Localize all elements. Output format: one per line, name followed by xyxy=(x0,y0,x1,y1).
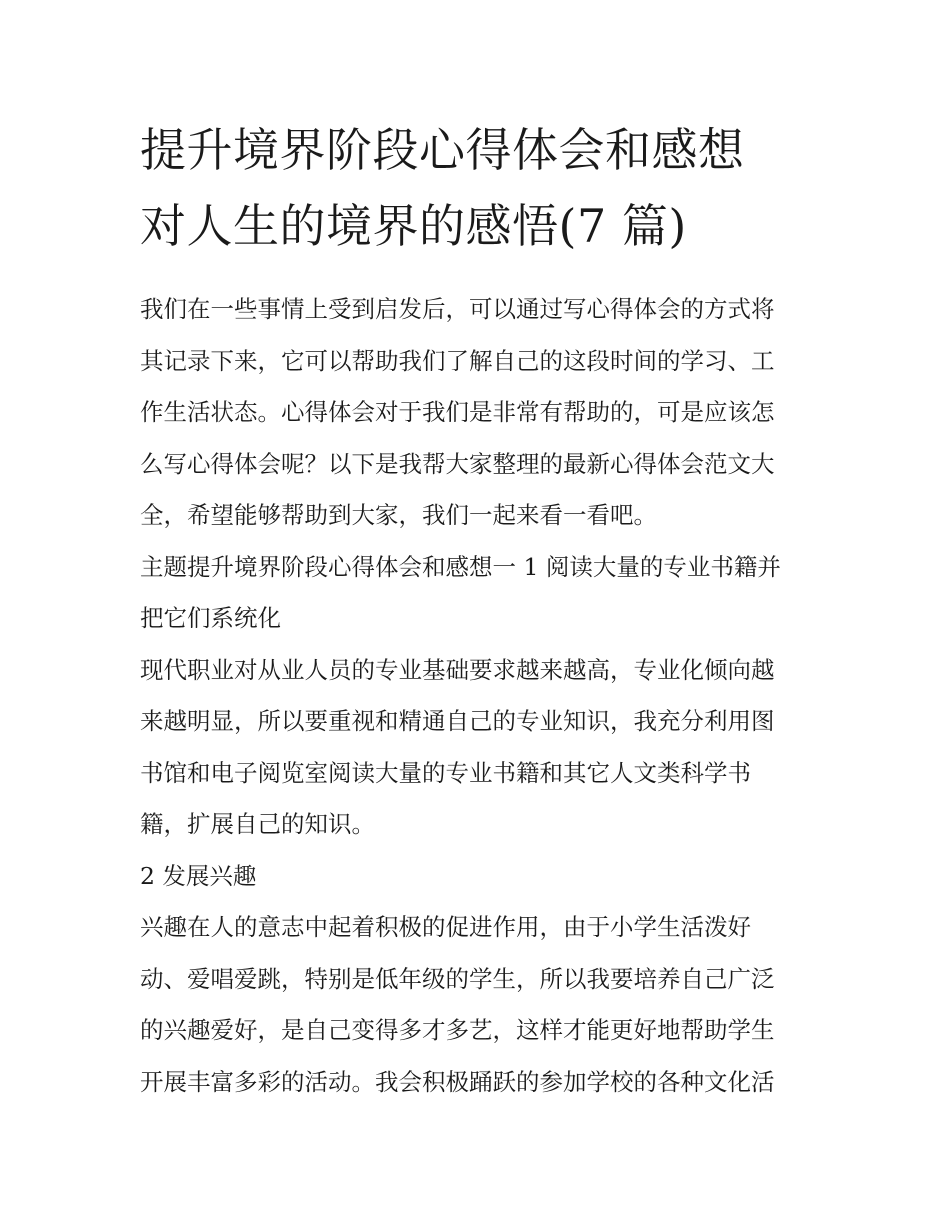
text-line: 么写心得体会呢？以下是我帮大家整理的最新心得体会范文大 xyxy=(140,449,775,478)
text-line: 其记录下来，它可以帮助我们了解自己的这段时间的学习、工 xyxy=(140,346,775,375)
text-line: 把它们系统化 xyxy=(140,604,281,632)
text-line: 主题提升境界阶段心得体会和感想一 1 阅读大量的专业书籍并 xyxy=(140,552,781,581)
text-line: 籍，扩展自己的知识。 xyxy=(140,810,375,838)
document-title xyxy=(140,112,830,264)
section1-heading xyxy=(140,542,830,645)
text-line: 现代职业对从业人员的专业基础要求越来越高，专业化倾向越 xyxy=(140,655,775,684)
section2-body xyxy=(140,902,830,1108)
text-line: 作生活状态。心得体会对于我们是非常有帮助的，可是应该怎 xyxy=(140,398,775,426)
text-line: 动、爱唱爱跳，特别是低年级的学生，所以我要培养自己广泛 xyxy=(140,964,775,993)
section1-body xyxy=(140,645,830,851)
text-line: 兴趣在人的意志中起着积极的促进作用，由于小学生活泼好 xyxy=(140,913,751,941)
intro-paragraph xyxy=(140,284,830,542)
document-page xyxy=(140,112,830,1108)
text-line: 的兴趣爱好，是自己变得多才多艺，这样才能更好地帮助学生 xyxy=(140,1016,775,1044)
text-line: 开展丰富多彩的活动。我会积极踊跃的参加学校的各种文化活 xyxy=(140,1067,775,1096)
section2-heading: 2 发展兴趣 xyxy=(140,861,257,890)
text-line: 书馆和电子阅览室阅读大量的专业书籍和其它人文类科学书 xyxy=(140,758,751,787)
title-line: 提升境界阶段心得体会和感想 xyxy=(140,123,745,177)
text-line: 全，希望能够帮助到大家，我们一起来看一看吧。 xyxy=(140,501,657,529)
text-line: 我们在一些事情上受到启发后，可以通过写心得体会的方式将 xyxy=(140,295,775,323)
title-line: 对人生的境界的感悟(7 篇) xyxy=(140,199,687,253)
text-line: 来越明显，所以要重视和精通自己的专业知识，我充分利用图 xyxy=(140,707,775,735)
